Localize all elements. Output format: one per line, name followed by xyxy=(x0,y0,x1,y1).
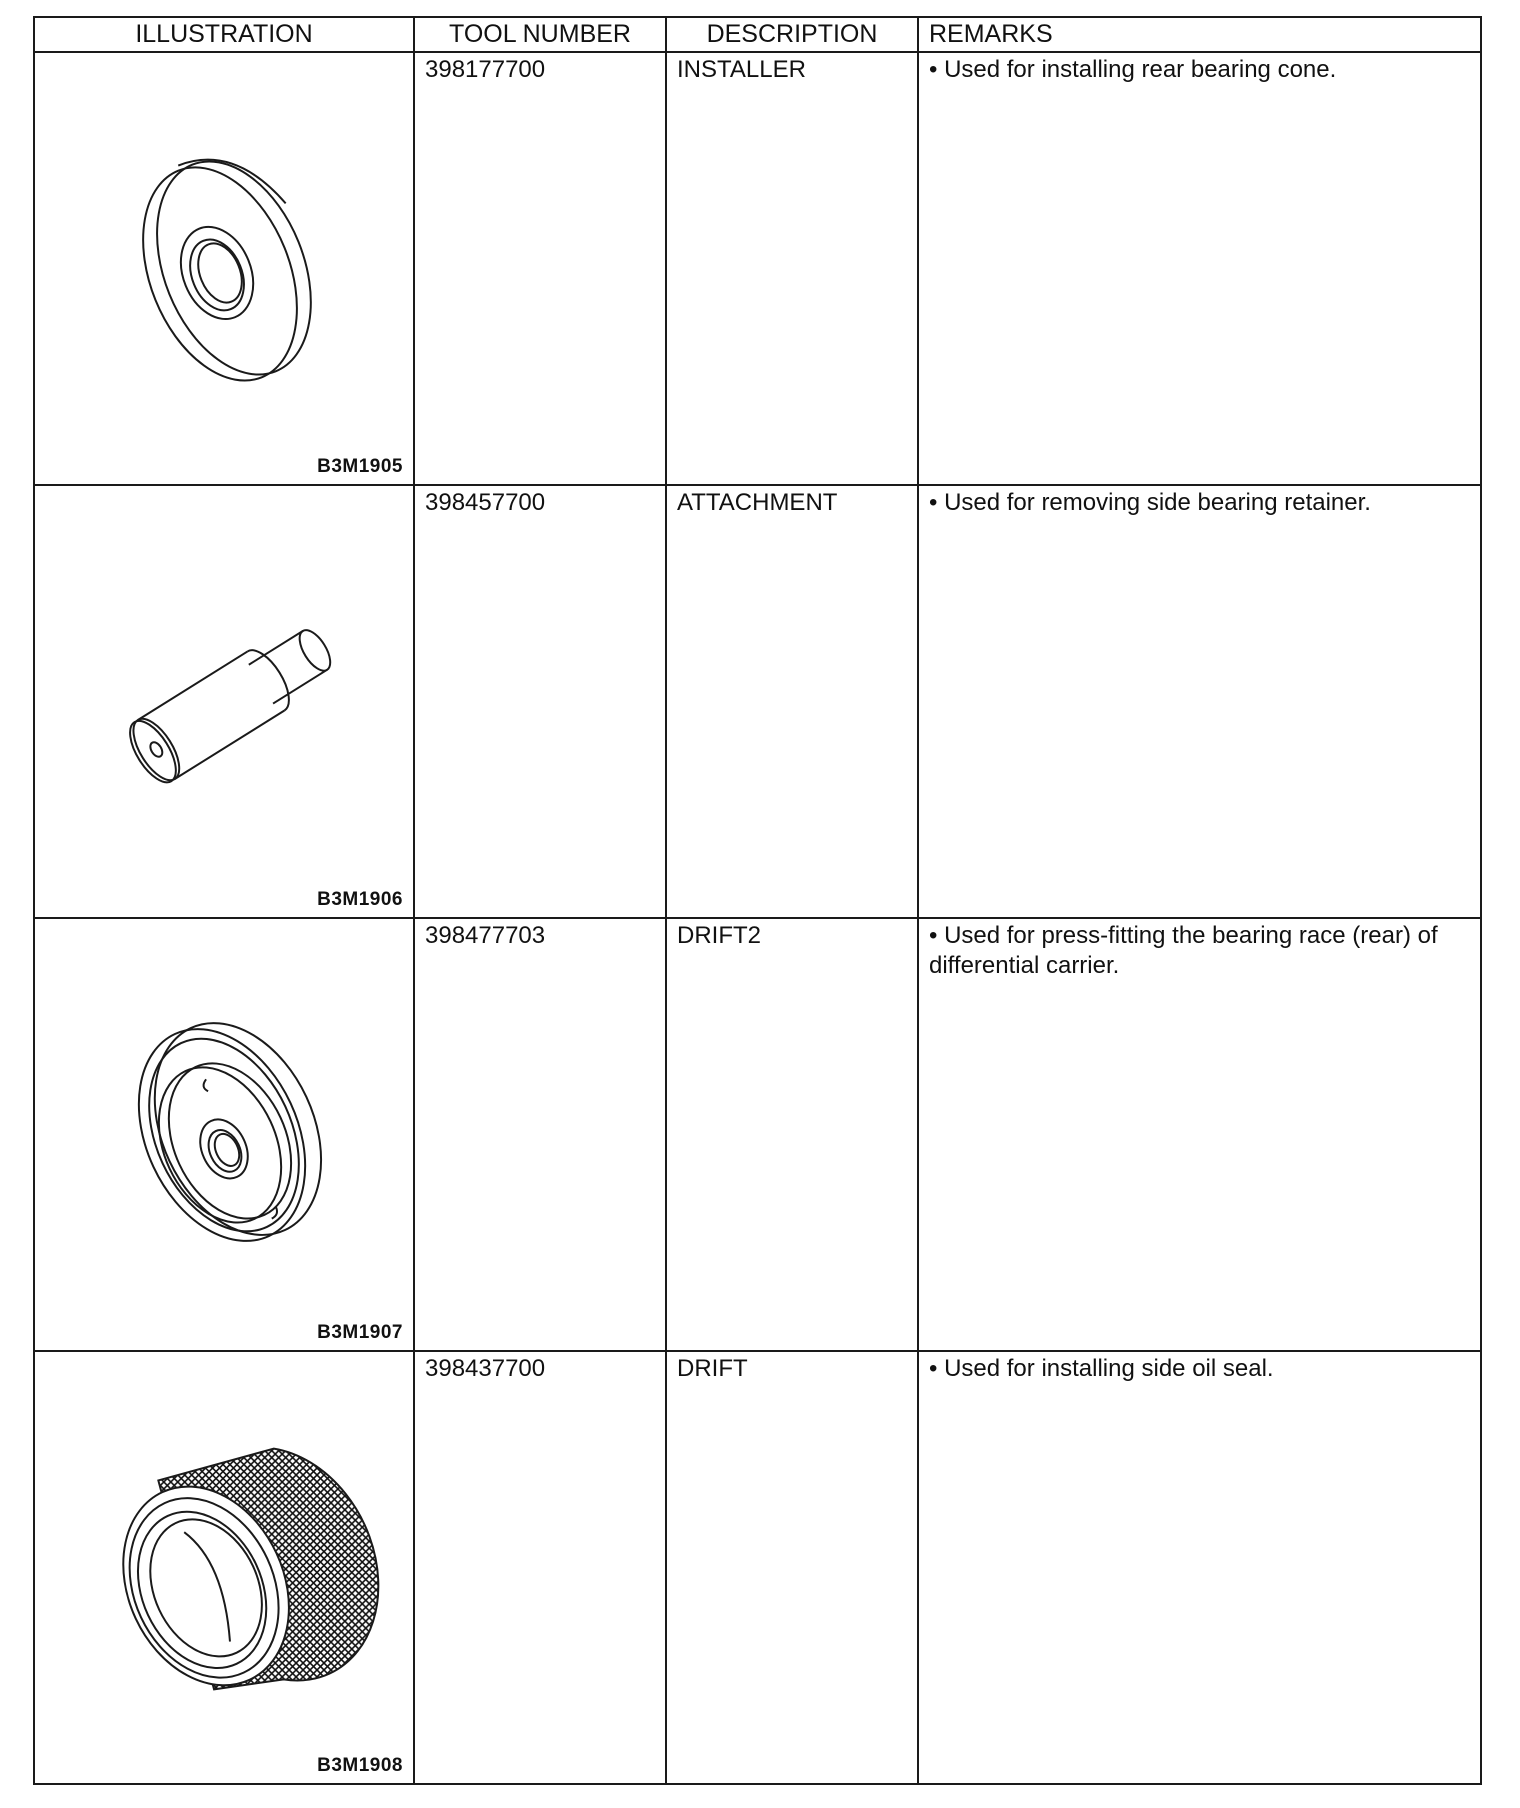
attachment-illustration-icon xyxy=(35,486,413,917)
header-tool-number: TOOL NUMBER xyxy=(414,17,666,52)
illustration-cell xyxy=(34,1351,414,1784)
remarks-cell xyxy=(918,52,1481,485)
tool-number: 398477703 xyxy=(425,922,546,949)
tool-remark: • Used for press-fitting the bearing race (rear) of differential carrier. xyxy=(929,922,1438,979)
drift2-illustration-icon xyxy=(35,919,413,1350)
tool-remark: • Used for removing side bearing retainer. xyxy=(929,489,1371,516)
tool-number-cell xyxy=(414,1351,666,1784)
tool-number: 398177700 xyxy=(425,56,546,83)
remarks-cell xyxy=(918,1351,1481,1784)
header-remarks: REMARKS xyxy=(918,17,1481,52)
illustration-cell xyxy=(34,918,414,1351)
figure-code: B3M1906 xyxy=(317,889,403,910)
tool-description: INSTALLER xyxy=(677,56,806,83)
installer-illustration-icon xyxy=(35,53,413,484)
illustration-cell xyxy=(34,52,414,485)
tool-number: 398437700 xyxy=(425,1355,546,1382)
tool-number-cell xyxy=(414,485,666,918)
figure-code: B3M1905 xyxy=(317,456,403,477)
tool-description: ATTACHMENT xyxy=(677,489,838,516)
header-description: DESCRIPTION xyxy=(666,17,918,52)
figure-code: B3M1907 xyxy=(317,1322,403,1343)
description-cell xyxy=(666,52,918,485)
header-illustration: ILLUSTRATION xyxy=(34,17,414,52)
table-header-row xyxy=(34,17,1481,52)
table-row xyxy=(34,52,1481,485)
tool-description: DRIFT xyxy=(677,1355,748,1382)
tool-description: DRIFT2 xyxy=(677,922,761,949)
tool-number: 398457700 xyxy=(425,489,546,516)
illustration-cell xyxy=(34,485,414,918)
figure-code: B3M1908 xyxy=(317,1755,403,1776)
table-row xyxy=(34,485,1481,918)
special-tools-table xyxy=(33,16,1482,1785)
description-cell xyxy=(666,918,918,1351)
drift-illustration-icon xyxy=(35,1352,413,1783)
tool-number-cell xyxy=(414,918,666,1351)
remarks-cell xyxy=(918,485,1481,918)
remarks-cell xyxy=(918,918,1481,1351)
description-cell xyxy=(666,1351,918,1784)
description-cell xyxy=(666,485,918,918)
table-row xyxy=(34,918,1481,1351)
tool-remark: • Used for installing side oil seal. xyxy=(929,1355,1274,1382)
tool-number-cell xyxy=(414,52,666,485)
tool-remark: • Used for installing rear bearing cone. xyxy=(929,56,1337,83)
table-row xyxy=(34,1351,1481,1784)
